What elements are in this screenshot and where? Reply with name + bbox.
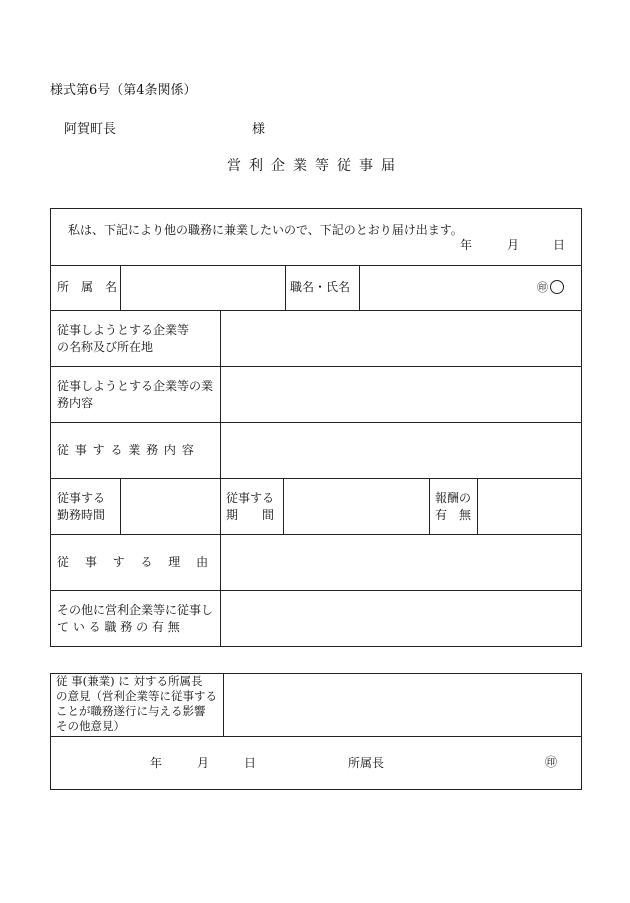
department-head-field[interactable] [413,754,533,772]
honorific: 様 [252,122,266,137]
company-business-label-line2: 務内容 [57,396,94,410]
duty-content-label: 従 事 す る 業 務 内 容 [57,443,195,457]
affiliation-label: 所 属 名 [57,280,118,294]
column-divider [359,265,360,310]
date-month-label: 月 [507,238,520,252]
position-name-field[interactable] [365,279,535,296]
column-divider [223,674,224,736]
opinion-label-line3: ことが職務遂行に与える影響 [56,704,206,718]
company-business-label-line1: 従事しようとする企業等の業 [57,379,214,393]
seal-mark: ㊞ [537,281,548,294]
other-duties-field[interactable] [227,595,575,641]
opinion-label-line2: の意見（営利企業等に従事する [56,689,217,703]
remuneration-field[interactable] [483,483,575,529]
period-field[interactable] [289,483,423,529]
supervisor-date-day-label: 日 [244,756,257,770]
application-statement: 私は、下記により他の職務に兼業したいので、下記のとおり届け出ます。 [68,223,463,237]
supervisor-seal-mark: ㊞ [545,755,558,769]
row-divider [51,265,581,266]
reason-label: 従 事 す る 理 由 [57,555,209,569]
opinion-label-line1: 従 事(兼業) に 対する所属長 [56,674,203,688]
addressee: 阿賀町長 [64,122,117,137]
row-divider [51,590,581,591]
row-divider [51,422,581,423]
opinion-label-line4: その他意見） [56,719,125,733]
work-hours-label-line1: 従事する [57,491,106,505]
row-divider [51,478,581,479]
supervisor-date-year-label: 年 [150,756,163,770]
other-duties-label-line2: て い る 職 務 の 有 無 [57,620,180,634]
work-hours-label-line2: 勤務時間 [57,508,106,522]
company-name-label-line2: の名称及び所在地 [57,340,154,354]
seal-circle [550,280,564,294]
column-divider [120,478,121,534]
supervisor-date-month-label: 月 [197,756,210,770]
column-divider [220,310,221,646]
company-name-label-line1: 従事しようとする企業等 [57,323,190,337]
supervisor-opinion-table [50,673,582,790]
row-divider [51,534,581,535]
column-divider [285,265,286,310]
remuneration-label-line1: 報酬の [435,491,472,505]
column-divider [477,478,478,534]
application-table [50,208,582,647]
affiliation-field[interactable] [125,279,279,296]
department-head-label: 所属長 [348,756,385,770]
work-hours-field[interactable] [126,483,214,529]
form-number: 様式第6号（第4条関係） [50,83,197,98]
duty-content-field[interactable] [227,427,575,473]
position-name-label: 職名・氏名 [290,280,351,294]
company-business-field[interactable] [227,371,575,417]
column-divider [120,265,121,310]
period-label-line2: 期 間 [226,508,275,522]
row-divider [51,310,581,311]
row-divider [51,366,581,367]
row-divider [51,736,581,737]
period-label-line1: 従事する [226,491,275,505]
document-title: 営利企業等従事届 [227,158,403,174]
remuneration-label-line2: 有 無 [435,508,472,522]
opinion-field[interactable] [229,678,575,732]
other-duties-label-line1: その他に営利企業等に従事し [57,603,214,617]
date-year-label: 年 [460,238,473,252]
date-day-label: 日 [553,238,566,252]
company-name-field[interactable] [227,315,575,361]
column-divider [283,478,284,534]
column-divider [429,478,430,534]
reason-field[interactable] [227,539,575,585]
